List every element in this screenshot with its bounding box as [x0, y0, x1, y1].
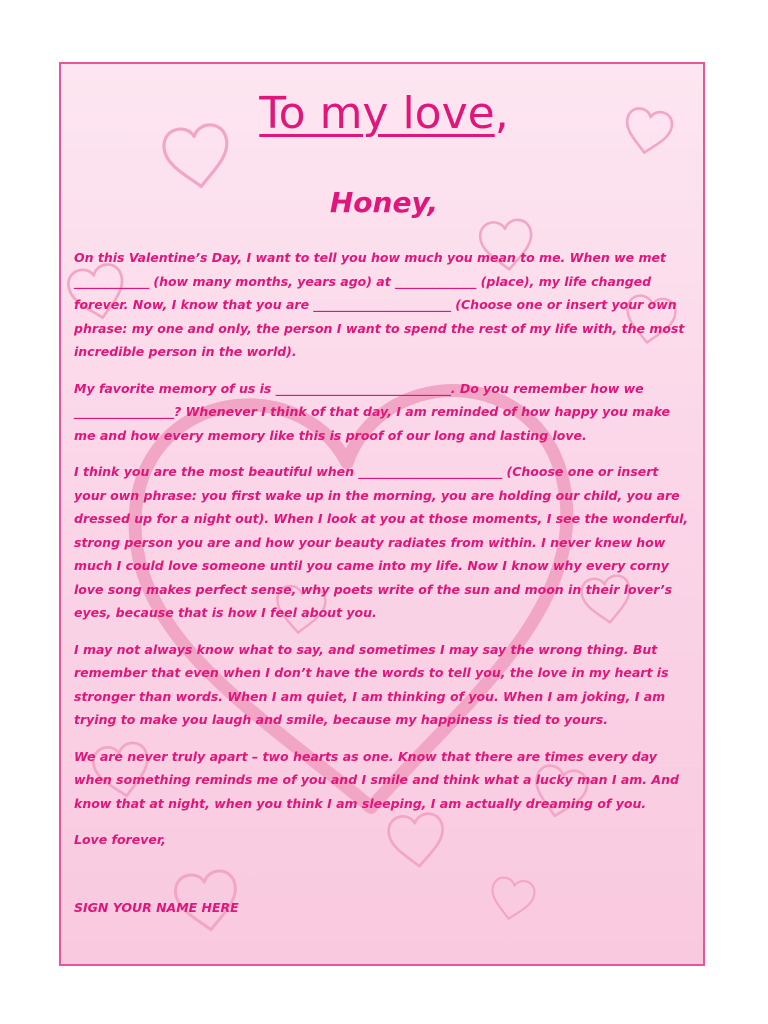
- letter-body: [74, 246, 694, 865]
- paragraph: On this Valentine’s Day, I want to tell you how much you mean to me. When we met ____________ (how many months, years ago) at _____________ (place), my life changed forever. Now, I know that you are ______________________ (Choose one or insert your own phrase: my one and only, the person I want to spend the rest of my life with, the most incredible person in the world).: [74, 250, 685, 359]
- signature-placeholder: SIGN YOUR NAME HERE: [74, 900, 239, 915]
- paragraph: We are never truly apart – two hearts as one. Know that there are times every day when something reminds me of you and I smile and think what a lucky man I am. And know that at night, when you think I am sleeping, I am actually dreaming of you.: [74, 748, 679, 811]
- closing: Love forever,: [74, 832, 166, 847]
- paragraph: My favorite memory of us is ____________________________. Do you remember how we ________________? Whenever I think of that day, I am reminded of how happy you make me and how every memory like this is proof of our long and lasting love.: [74, 380, 670, 443]
- letter-title: [61, 88, 705, 139]
- paragraph: I think you are the most beautiful when _______________________ (Choose one or insert your own phrase: you first wake up in the morning, you are holding our child, you are dressed up for a night out). When I look at you at those moments, I see the wonderful, strong person you are and how your beauty radiates from within. I never knew how much I could love someone until you came into my life. Now I know why every corny love song makes perfect sense, why poets write of the sun and moon in their lover’s eyes, because that is how I feel about you.: [74, 464, 689, 620]
- heart-outline-icon: [488, 876, 536, 923]
- title-text: To my love: [259, 88, 495, 139]
- paragraph: I may not always know what to say, and sometimes I may say the wrong thing. But remember that even when I don’t have the words to tell you, the love in my heart is stronger than words. When I am quiet, I am thinking of you. When I am joking, I am trying to make you laugh and smile, because my happiness is tied to yours.: [74, 641, 669, 727]
- title-comma: ,: [494, 88, 509, 139]
- greeting: Honey,: [329, 186, 439, 219]
- letter-page: [59, 62, 705, 966]
